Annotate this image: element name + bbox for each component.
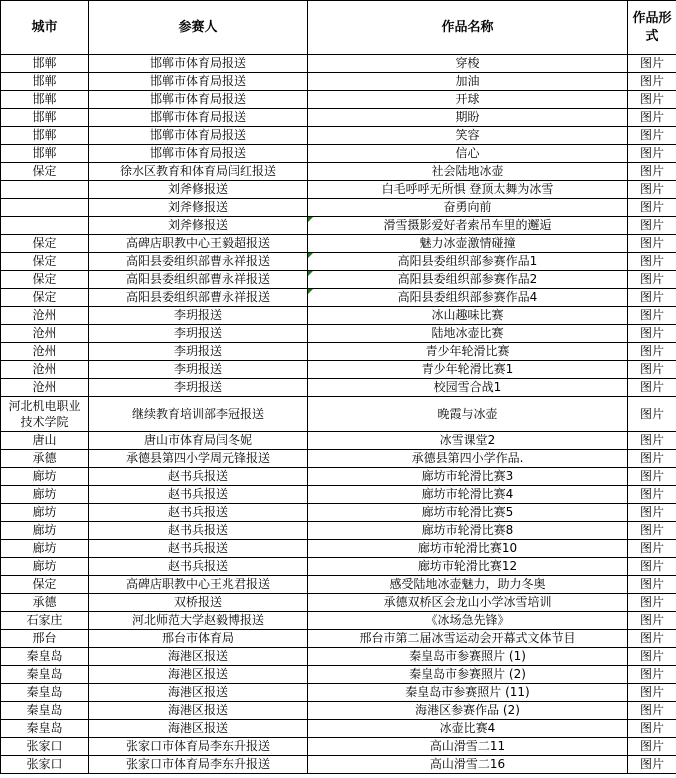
cell-participant[interactable]: 继续教育培训部李冠报送 (89, 397, 308, 432)
cell-participant[interactable]: 李玥报送 (89, 325, 308, 343)
cell-participant[interactable]: 双桥报送 (89, 594, 308, 612)
cell-city[interactable]: 廊坊 (1, 468, 89, 486)
cell-form[interactable]: 图片 (628, 145, 676, 163)
cell-city[interactable]: 沧州 (1, 361, 89, 379)
cell-participant[interactable]: 赵书兵报送 (89, 540, 308, 558)
cell-city[interactable]: 保定 (1, 235, 89, 253)
cell-form[interactable]: 图片 (628, 127, 676, 145)
cell-form[interactable]: 图片 (628, 199, 676, 217)
cell-title[interactable]: 青少年轮滑比赛1 (308, 361, 628, 379)
table-row (1, 522, 676, 540)
cell-form[interactable]: 图片 (628, 343, 676, 361)
header-form[interactable]: 作品形式 (628, 1, 676, 55)
cell-city[interactable]: 秦皇岛 (1, 648, 89, 666)
table-row (1, 558, 676, 576)
table-row (1, 702, 676, 720)
cell-title[interactable]: 穿梭 (308, 55, 628, 73)
cell-form[interactable]: 图片 (628, 109, 676, 127)
cell-participant[interactable]: 邢台市体育局 (89, 630, 308, 648)
table-row (1, 756, 676, 774)
cell-participant[interactable]: 高碑店职教中心王毅超报送 (89, 235, 308, 253)
cell-participant[interactable]: 赵书兵报送 (89, 486, 308, 504)
cell-city[interactable]: 承德 (1, 450, 89, 468)
cell-title[interactable]: 社会陆地冰壶 (308, 163, 628, 181)
cell-participant[interactable]: 张家口市体育局李东升报送 (89, 738, 308, 756)
cell-city[interactable]: 保定 (1, 271, 89, 289)
table-row (1, 235, 676, 253)
cell-title[interactable]: 校园雪合战1 (308, 379, 628, 397)
cell-participant[interactable]: 高阳县委组织部曹永祥报送 (89, 289, 308, 307)
cell-form[interactable]: 图片 (628, 540, 676, 558)
table-row (1, 181, 676, 199)
cell-title[interactable]: 高阳县委组织部参赛作品1 (308, 253, 628, 271)
table-row (1, 73, 676, 91)
cell-city[interactable]: 秦皇岛 (1, 684, 89, 702)
cell-participant[interactable]: 河北师范大学赵毅博报送 (89, 612, 308, 630)
table-body (1, 55, 676, 774)
cell-city[interactable]: 河北机电职业技术学院 (1, 397, 89, 432)
cell-participant[interactable]: 海港区报送 (89, 684, 308, 702)
cell-participant[interactable]: 张家口市体育局李东升报送 (89, 756, 308, 774)
cell-city[interactable]: 秦皇岛 (1, 720, 89, 738)
cell-participant[interactable]: 赵书兵报送 (89, 504, 308, 522)
table-row (1, 307, 676, 325)
cell-form[interactable]: 图片 (628, 756, 676, 774)
cell-city[interactable]: 张家口 (1, 738, 89, 756)
cell-title[interactable]: 秦皇岛市参赛照片 (1) (308, 648, 628, 666)
table-row (1, 199, 676, 217)
cell-title[interactable]: 秦皇岛市参赛照片 (2) (308, 666, 628, 684)
cell-title[interactable]: 冰壶比赛4 (308, 720, 628, 738)
cell-participant[interactable]: 李玥报送 (89, 343, 308, 361)
cell-city[interactable]: 邯郸 (1, 127, 89, 145)
cell-title[interactable]: 陆地冰壶比赛 (308, 325, 628, 343)
cell-title[interactable]: 加油 (308, 73, 628, 91)
cell-title[interactable]: 魅力冰壶激情碰撞 (308, 235, 628, 253)
table-row (1, 720, 676, 738)
cell-city[interactable]: 廊坊 (1, 522, 89, 540)
table-row (1, 145, 676, 163)
cell-participant[interactable]: 海港区报送 (89, 666, 308, 684)
cell-form[interactable]: 图片 (628, 702, 676, 720)
table-row (1, 432, 676, 450)
cell-form[interactable]: 图片 (628, 163, 676, 181)
cell-participant[interactable]: 高阳县委组织部曹永祥报送 (89, 253, 308, 271)
table-row (1, 504, 676, 522)
table-row (1, 91, 676, 109)
cell-title[interactable]: 冰山趣味比赛 (308, 307, 628, 325)
header-city[interactable]: 城市 (1, 1, 89, 55)
cell-form[interactable]: 图片 (628, 379, 676, 397)
cell-title[interactable]: 承德双桥区会龙山小学冰雪培训 (308, 594, 628, 612)
cell-city[interactable]: 保定 (1, 253, 89, 271)
cell-form[interactable]: 图片 (628, 55, 676, 73)
cell-city[interactable]: 邯郸 (1, 145, 89, 163)
cell-city[interactable]: 沧州 (1, 307, 89, 325)
cell-title[interactable]: 冰雪课堂2 (308, 432, 628, 450)
cell-form[interactable]: 图片 (628, 630, 676, 648)
cell-title[interactable]: 高山滑雪二11 (308, 738, 628, 756)
table-row (1, 450, 676, 468)
cell-participant[interactable]: 赵书兵报送 (89, 468, 308, 486)
cell-form[interactable]: 图片 (628, 307, 676, 325)
cell-form[interactable]: 图片 (628, 325, 676, 343)
cell-title[interactable]: 高阳县委组织部参赛作品4 (308, 289, 628, 307)
table-row (1, 630, 676, 648)
cell-form[interactable]: 图片 (628, 720, 676, 738)
cell-city[interactable]: 邯郸 (1, 91, 89, 109)
table-row (1, 540, 676, 558)
cell-title[interactable]: 廊坊市轮滑比赛8 (308, 522, 628, 540)
cell-title[interactable]: 奋勇向前 (308, 199, 628, 217)
cell-form[interactable]: 图片 (628, 289, 676, 307)
cell-title[interactable]: 青少年轮滑比赛 (308, 343, 628, 361)
cell-participant[interactable]: 邯郸市体育局报送 (89, 145, 308, 163)
cell-title[interactable]: 廊坊市轮滑比赛10 (308, 540, 628, 558)
cell-city[interactable]: 沧州 (1, 325, 89, 343)
cell-form[interactable]: 图片 (628, 432, 676, 450)
cell-participant[interactable]: 李玥报送 (89, 361, 308, 379)
cell-form[interactable]: 图片 (628, 271, 676, 289)
cell-title[interactable]: 《冰场急先锋》 (308, 612, 628, 630)
cell-form[interactable]: 图片 (628, 253, 676, 271)
table-row (1, 361, 676, 379)
header-title[interactable]: 作品名称 (308, 1, 628, 55)
cell-form[interactable]: 图片 (628, 594, 676, 612)
cell-title[interactable]: 廊坊市轮滑比赛5 (308, 504, 628, 522)
cell-title[interactable]: 廊坊市轮滑比赛3 (308, 468, 628, 486)
cell-participant[interactable]: 海港区报送 (89, 648, 308, 666)
header-row (1, 1, 676, 55)
cell-participant[interactable]: 邯郸市体育局报送 (89, 109, 308, 127)
cell-participant[interactable]: 徐水区教育和体育局闫红报送 (89, 163, 308, 181)
cell-title[interactable]: 期盼 (308, 109, 628, 127)
cell-participant[interactable]: 刘斧修报送 (89, 181, 308, 199)
cell-form[interactable]: 图片 (628, 73, 676, 91)
cell-participant[interactable]: 承德县第四小学周元锋报送 (89, 450, 308, 468)
table-row (1, 666, 676, 684)
cell-title[interactable]: 笑容 (308, 127, 628, 145)
cell-city[interactable]: 邯郸 (1, 109, 89, 127)
cell-title[interactable]: 感受陆地冰壶魅力，助力冬奥 (308, 576, 628, 594)
table-row (1, 379, 676, 397)
cell-participant[interactable]: 海港区报送 (89, 720, 308, 738)
cell-city[interactable] (1, 217, 89, 235)
cell-title[interactable]: 廊坊市轮滑比赛12 (308, 558, 628, 576)
table-row (1, 648, 676, 666)
cell-participant[interactable]: 赵书兵报送 (89, 558, 308, 576)
cell-form[interactable]: 图片 (628, 648, 676, 666)
cell-form[interactable]: 图片 (628, 522, 676, 540)
table-row (1, 576, 676, 594)
table-row (1, 163, 676, 181)
header-participant[interactable]: 参赛人 (89, 1, 308, 55)
cell-title[interactable]: 秦皇岛市参赛照片 (11) (308, 684, 628, 702)
cell-form[interactable]: 图片 (628, 558, 676, 576)
cell-form[interactable]: 图片 (628, 235, 676, 253)
cell-participant[interactable]: 唐山市体育局闫冬妮 (89, 432, 308, 450)
cell-form[interactable]: 图片 (628, 468, 676, 486)
cell-city[interactable]: 秦皇岛 (1, 702, 89, 720)
cell-city[interactable]: 张家口 (1, 756, 89, 774)
cell-title[interactable]: 晚霞与冰壶 (308, 397, 628, 432)
table-row (1, 253, 676, 271)
cell-title[interactable]: 承德县第四小学作品. (308, 450, 628, 468)
cell-city[interactable]: 秦皇岛 (1, 666, 89, 684)
cell-title[interactable]: 高阳县委组织部参赛作品2 (308, 271, 628, 289)
cell-city[interactable]: 唐山 (1, 432, 89, 450)
cell-title[interactable]: 高山滑雪二16 (308, 756, 628, 774)
cell-participant[interactable]: 高阳县委组织部曹永祥报送 (89, 271, 308, 289)
cell-form[interactable]: 图片 (628, 612, 676, 630)
cell-form[interactable]: 图片 (628, 738, 676, 756)
cell-participant[interactable]: 海港区报送 (89, 702, 308, 720)
table-row (1, 612, 676, 630)
cell-form[interactable]: 图片 (628, 361, 676, 379)
table-row (1, 127, 676, 145)
cell-city[interactable]: 保定 (1, 163, 89, 181)
cell-city[interactable]: 廊坊 (1, 486, 89, 504)
cell-form[interactable]: 图片 (628, 504, 676, 522)
cell-participant[interactable]: 邯郸市体育局报送 (89, 55, 308, 73)
cell-title[interactable]: 开球 (308, 91, 628, 109)
cell-form[interactable]: 图片 (628, 486, 676, 504)
cell-title[interactable]: 海港区参赛作品 (2) (308, 702, 628, 720)
cell-form[interactable]: 图片 (628, 91, 676, 109)
cell-city[interactable]: 承德 (1, 594, 89, 612)
cell-city[interactable]: 沧州 (1, 379, 89, 397)
table-row (1, 397, 676, 432)
table-row (1, 738, 676, 756)
table-row (1, 486, 676, 504)
table-row (1, 325, 676, 343)
cell-city[interactable]: 廊坊 (1, 504, 89, 522)
cell-city[interactable]: 邯郸 (1, 73, 89, 91)
cell-form[interactable]: 图片 (628, 576, 676, 594)
table-row (1, 289, 676, 307)
cell-city[interactable]: 保定 (1, 576, 89, 594)
cell-participant[interactable]: 高碑店职教中心王兆君报送 (89, 576, 308, 594)
cell-city[interactable]: 廊坊 (1, 540, 89, 558)
cell-title[interactable]: 滑雪摄影爱好者索吊车里的邂逅 (308, 217, 628, 235)
cell-city[interactable]: 邯郸 (1, 55, 89, 73)
cell-participant[interactable]: 李玥报送 (89, 379, 308, 397)
cell-participant[interactable]: 邯郸市体育局报送 (89, 91, 308, 109)
cell-city[interactable]: 邢台 (1, 630, 89, 648)
cell-city[interactable]: 廊坊 (1, 558, 89, 576)
cell-title[interactable]: 白毛呼呼无所惧 登顶太舞为冰雪 (308, 181, 628, 199)
table-row (1, 271, 676, 289)
cell-title[interactable]: 廊坊市轮滑比赛4 (308, 486, 628, 504)
cell-participant[interactable]: 刘斧修报送 (89, 217, 308, 235)
table-row (1, 109, 676, 127)
cell-participant[interactable]: 刘斧修报送 (89, 199, 308, 217)
table-row (1, 594, 676, 612)
table-row (1, 217, 676, 235)
cell-form[interactable]: 图片 (628, 684, 676, 702)
cell-title[interactable]: 信心 (308, 145, 628, 163)
cell-city[interactable]: 沧州 (1, 343, 89, 361)
cell-form[interactable]: 图片 (628, 397, 676, 432)
cell-title[interactable]: 邢台市第二届冰雪运动会开幕式文体节目 (308, 630, 628, 648)
table-row (1, 684, 676, 702)
table-row (1, 343, 676, 361)
table-row (1, 468, 676, 486)
cell-participant[interactable]: 邯郸市体育局报送 (89, 127, 308, 145)
cell-form[interactable]: 图片 (628, 450, 676, 468)
cell-city[interactable] (1, 199, 89, 217)
cell-city[interactable] (1, 181, 89, 199)
cell-form[interactable]: 图片 (628, 181, 676, 199)
cell-participant[interactable]: 李玥报送 (89, 307, 308, 325)
cell-participant[interactable]: 赵书兵报送 (89, 522, 308, 540)
cell-form[interactable]: 图片 (628, 666, 676, 684)
cell-form[interactable]: 图片 (628, 217, 676, 235)
cell-participant[interactable]: 邯郸市体育局报送 (89, 73, 308, 91)
cell-city[interactable]: 保定 (1, 289, 89, 307)
table-row (1, 55, 676, 73)
cell-city[interactable]: 石家庄 (1, 612, 89, 630)
